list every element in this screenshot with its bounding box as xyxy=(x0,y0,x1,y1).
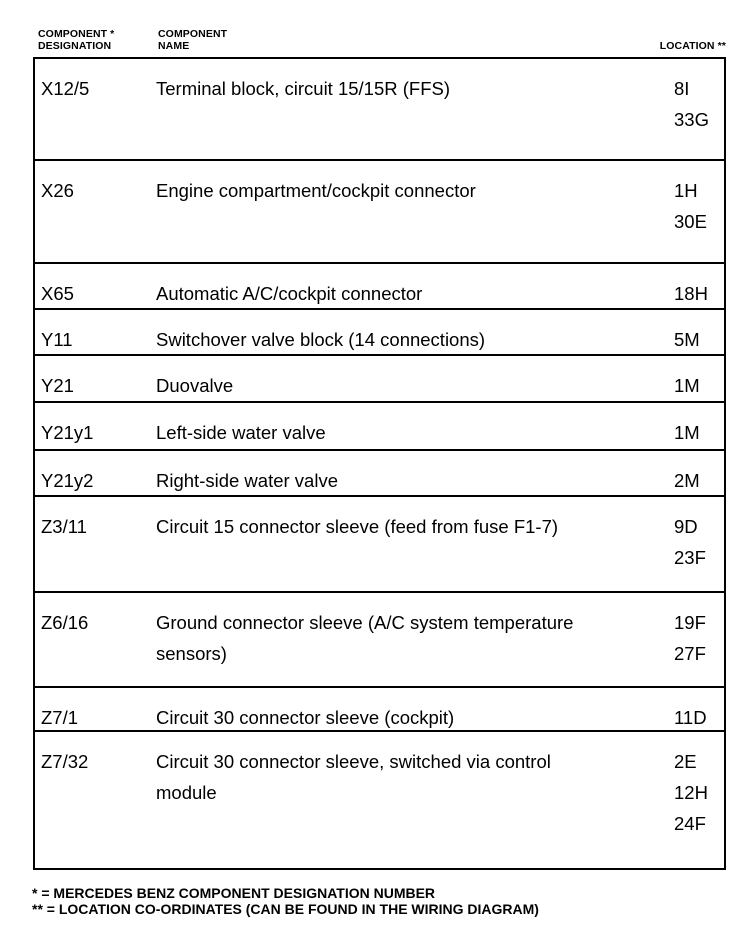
table-row xyxy=(35,495,724,591)
table-row xyxy=(35,591,724,686)
component-designation: Z6/16 xyxy=(41,612,89,633)
component-name xyxy=(156,607,656,669)
header-designation xyxy=(38,28,114,52)
component-name xyxy=(156,702,656,733)
component-name-line: Terminal block, circuit 15/15R (FFS) xyxy=(156,78,451,99)
footnote-designation: * = MERCEDES BENZ COMPONENT DESIGNATION NUMBER xyxy=(32,885,436,901)
component-location xyxy=(674,746,720,839)
component-name xyxy=(156,175,656,206)
component-designation: Y11 xyxy=(41,329,73,350)
component-designation: X26 xyxy=(41,180,74,201)
location-coordinate: 30E xyxy=(674,211,707,232)
footnotes xyxy=(32,885,539,917)
location-coordinate: 1M xyxy=(674,422,700,443)
table-row xyxy=(35,449,724,495)
location-coordinate: 11D xyxy=(674,707,707,728)
table-row xyxy=(35,262,724,308)
component-name xyxy=(156,73,656,104)
location-coordinate: 27F xyxy=(674,643,706,664)
component-location xyxy=(674,278,720,309)
component-name xyxy=(156,278,656,309)
header-location: LOCATION ** xyxy=(659,40,726,52)
component-location xyxy=(674,370,720,401)
component-table xyxy=(33,57,726,870)
location-coordinate: 2M xyxy=(674,470,700,491)
location-coordinate: 8I xyxy=(674,78,690,99)
header-name-line1: COMPONENT xyxy=(158,28,228,40)
component-designation: Y21 xyxy=(41,375,74,396)
location-coordinate: 1H xyxy=(674,180,698,201)
component-name xyxy=(156,511,656,542)
component-name-line: Ground connector sleeve (A/C system temperature xyxy=(156,612,574,633)
component-name xyxy=(156,465,656,496)
component-designation: X12/5 xyxy=(41,78,90,99)
component-name-line: Circuit 30 connector sleeve, switched via control xyxy=(156,751,551,772)
component-name xyxy=(156,324,656,355)
table-row xyxy=(35,59,724,159)
location-coordinate: 19F xyxy=(674,612,706,633)
component-name-line: module xyxy=(156,782,217,803)
component-designation: X65 xyxy=(41,283,74,304)
component-designation: Z7/1 xyxy=(41,707,79,728)
component-name xyxy=(156,746,656,808)
component-name-line: Left-side water valve xyxy=(156,422,326,443)
table-row xyxy=(35,401,724,449)
location-coordinate: 33G xyxy=(674,109,709,130)
table-row xyxy=(35,354,724,401)
component-designation: Z3/11 xyxy=(41,516,87,537)
location-coordinate: 24F xyxy=(674,813,706,834)
component-name-line: Circuit 30 connector sleeve (cockpit) xyxy=(156,707,455,728)
component-name-line: Duovalve xyxy=(156,375,234,396)
header-component-name xyxy=(158,28,227,52)
component-location xyxy=(674,607,720,669)
component-name xyxy=(156,370,656,401)
location-coordinate: 18H xyxy=(674,283,708,304)
component-designation: Y21y1 xyxy=(41,422,94,443)
location-coordinate: 23F xyxy=(674,547,706,568)
location-coordinate: 2E xyxy=(674,751,697,772)
header-designation-line1: COMPONENT * xyxy=(38,28,115,40)
component-location xyxy=(674,702,720,733)
table-row xyxy=(35,159,724,262)
component-name-line: sensors) xyxy=(156,643,227,664)
component-location xyxy=(674,417,720,448)
location-coordinate: 12H xyxy=(674,782,708,803)
location-coordinate: 9D xyxy=(674,516,698,537)
footnote-location: ** = LOCATION CO-ORDINATES (CAN BE FOUND IN THE WIRING DIAGRAM) xyxy=(32,901,539,917)
table-row xyxy=(35,686,724,730)
table-row xyxy=(35,730,724,868)
component-location xyxy=(674,175,720,237)
component-name-line: Switchover valve block (14 connections) xyxy=(156,329,486,350)
component-name-line: Engine compartment/cockpit connector xyxy=(156,180,476,201)
component-location xyxy=(674,465,720,496)
component-name-line: Right-side water valve xyxy=(156,470,338,491)
header-name-line2: NAME xyxy=(158,40,190,52)
component-designation: Y21y2 xyxy=(41,470,94,491)
component-location xyxy=(674,73,720,135)
table-row xyxy=(35,308,724,354)
component-name-line: Circuit 15 connector sleeve (feed from fuse F1-7) xyxy=(156,516,559,537)
component-designation: Z7/32 xyxy=(41,751,89,772)
component-location xyxy=(674,324,720,355)
location-coordinate: 1M xyxy=(674,375,700,396)
component-name xyxy=(156,417,656,448)
component-name-line: Automatic A/C/cockpit connector xyxy=(156,283,423,304)
header-designation-line2: DESIGNATION xyxy=(38,40,112,52)
component-location xyxy=(674,511,720,573)
location-coordinate: 5M xyxy=(674,329,700,350)
